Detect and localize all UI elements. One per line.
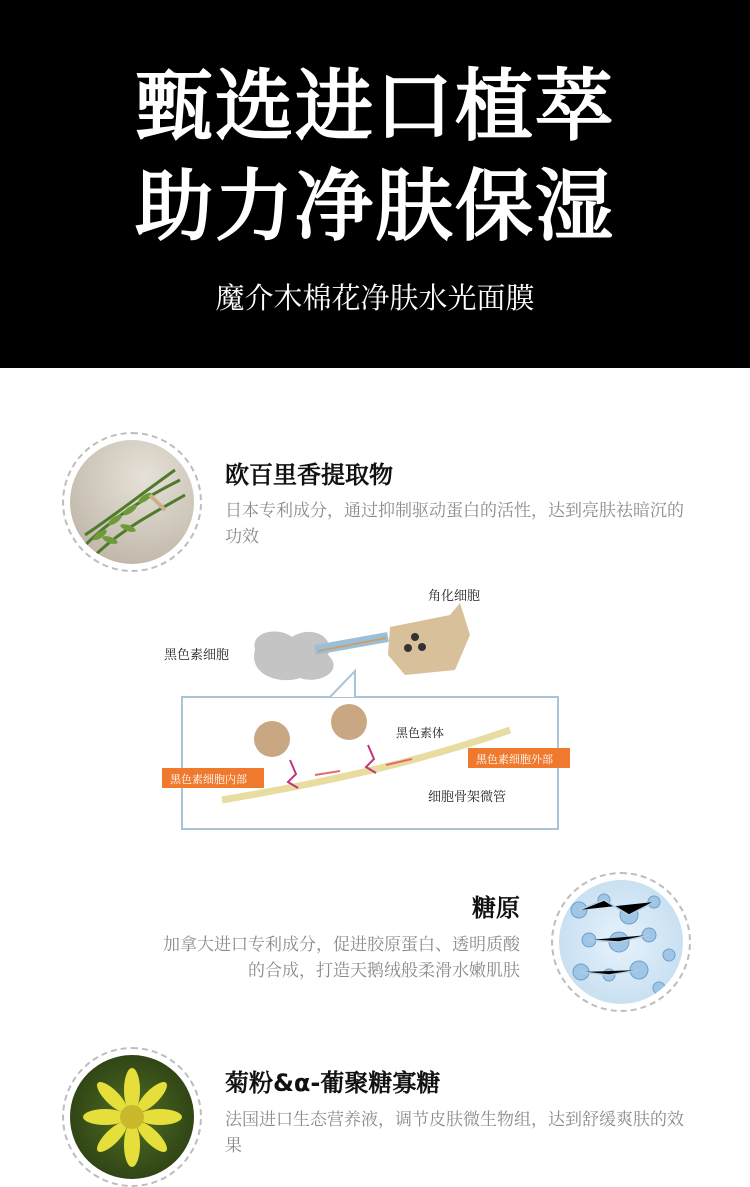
label-keratinocyte: 角化细胞 (428, 589, 481, 604)
hero-banner (0, 0, 750, 368)
thyme-image (62, 432, 202, 572)
melanocyte-cell (254, 631, 334, 680)
glycogen-image (551, 872, 691, 1012)
melanosome (331, 704, 367, 740)
ingredient-1-name: 欧百里香提取物 (225, 461, 393, 489)
melanin-dot (404, 644, 412, 652)
label-melanosome: 黑色素体 (396, 726, 445, 740)
hero-subtitle: 魔介木棉花净肤水光面膜 (215, 281, 535, 315)
ingredient-2-desc-line2: 的合成，打造天鹅绒般柔滑水嫩肌肤 (248, 961, 520, 981)
ingredient-3-name: 菊粉&α-葡聚糖寡糖 (225, 1069, 441, 1097)
ingredient-1-desc: 日本专利成分，通过抑制驱动蛋白的活性，达到亮肤祛暗沉的功效 (225, 501, 684, 547)
chrysanthemum-image (62, 1047, 202, 1187)
hero-title-line2: 助力净肤保湿 (134, 162, 615, 252)
melanin-transfer-diagram (150, 575, 590, 835)
label-inside: 黑色素细胞内部 (170, 773, 247, 786)
hero-title-line1: 甄选进口植萃 (134, 62, 615, 152)
label-microtubule: 细胞骨架微管 (428, 790, 507, 805)
label-melanocyte: 黑色素细胞 (164, 648, 230, 663)
melanin-dot (418, 643, 426, 651)
melanosome (254, 721, 290, 757)
ingredient-2-name: 糖原 (472, 894, 520, 922)
melanin-dot (411, 633, 419, 641)
ingredient-2-desc-line1: 加拿大进口专利成分，促进胶原蛋白、透明质酸 (163, 935, 520, 955)
keratinocyte-cell (388, 603, 470, 675)
label-outside: 黑色素细胞外部 (476, 753, 553, 766)
ingredient-3-desc: 法国进口生态营养液，调节皮肤微生物组，达到舒缓爽肤的效果 (225, 1110, 684, 1156)
